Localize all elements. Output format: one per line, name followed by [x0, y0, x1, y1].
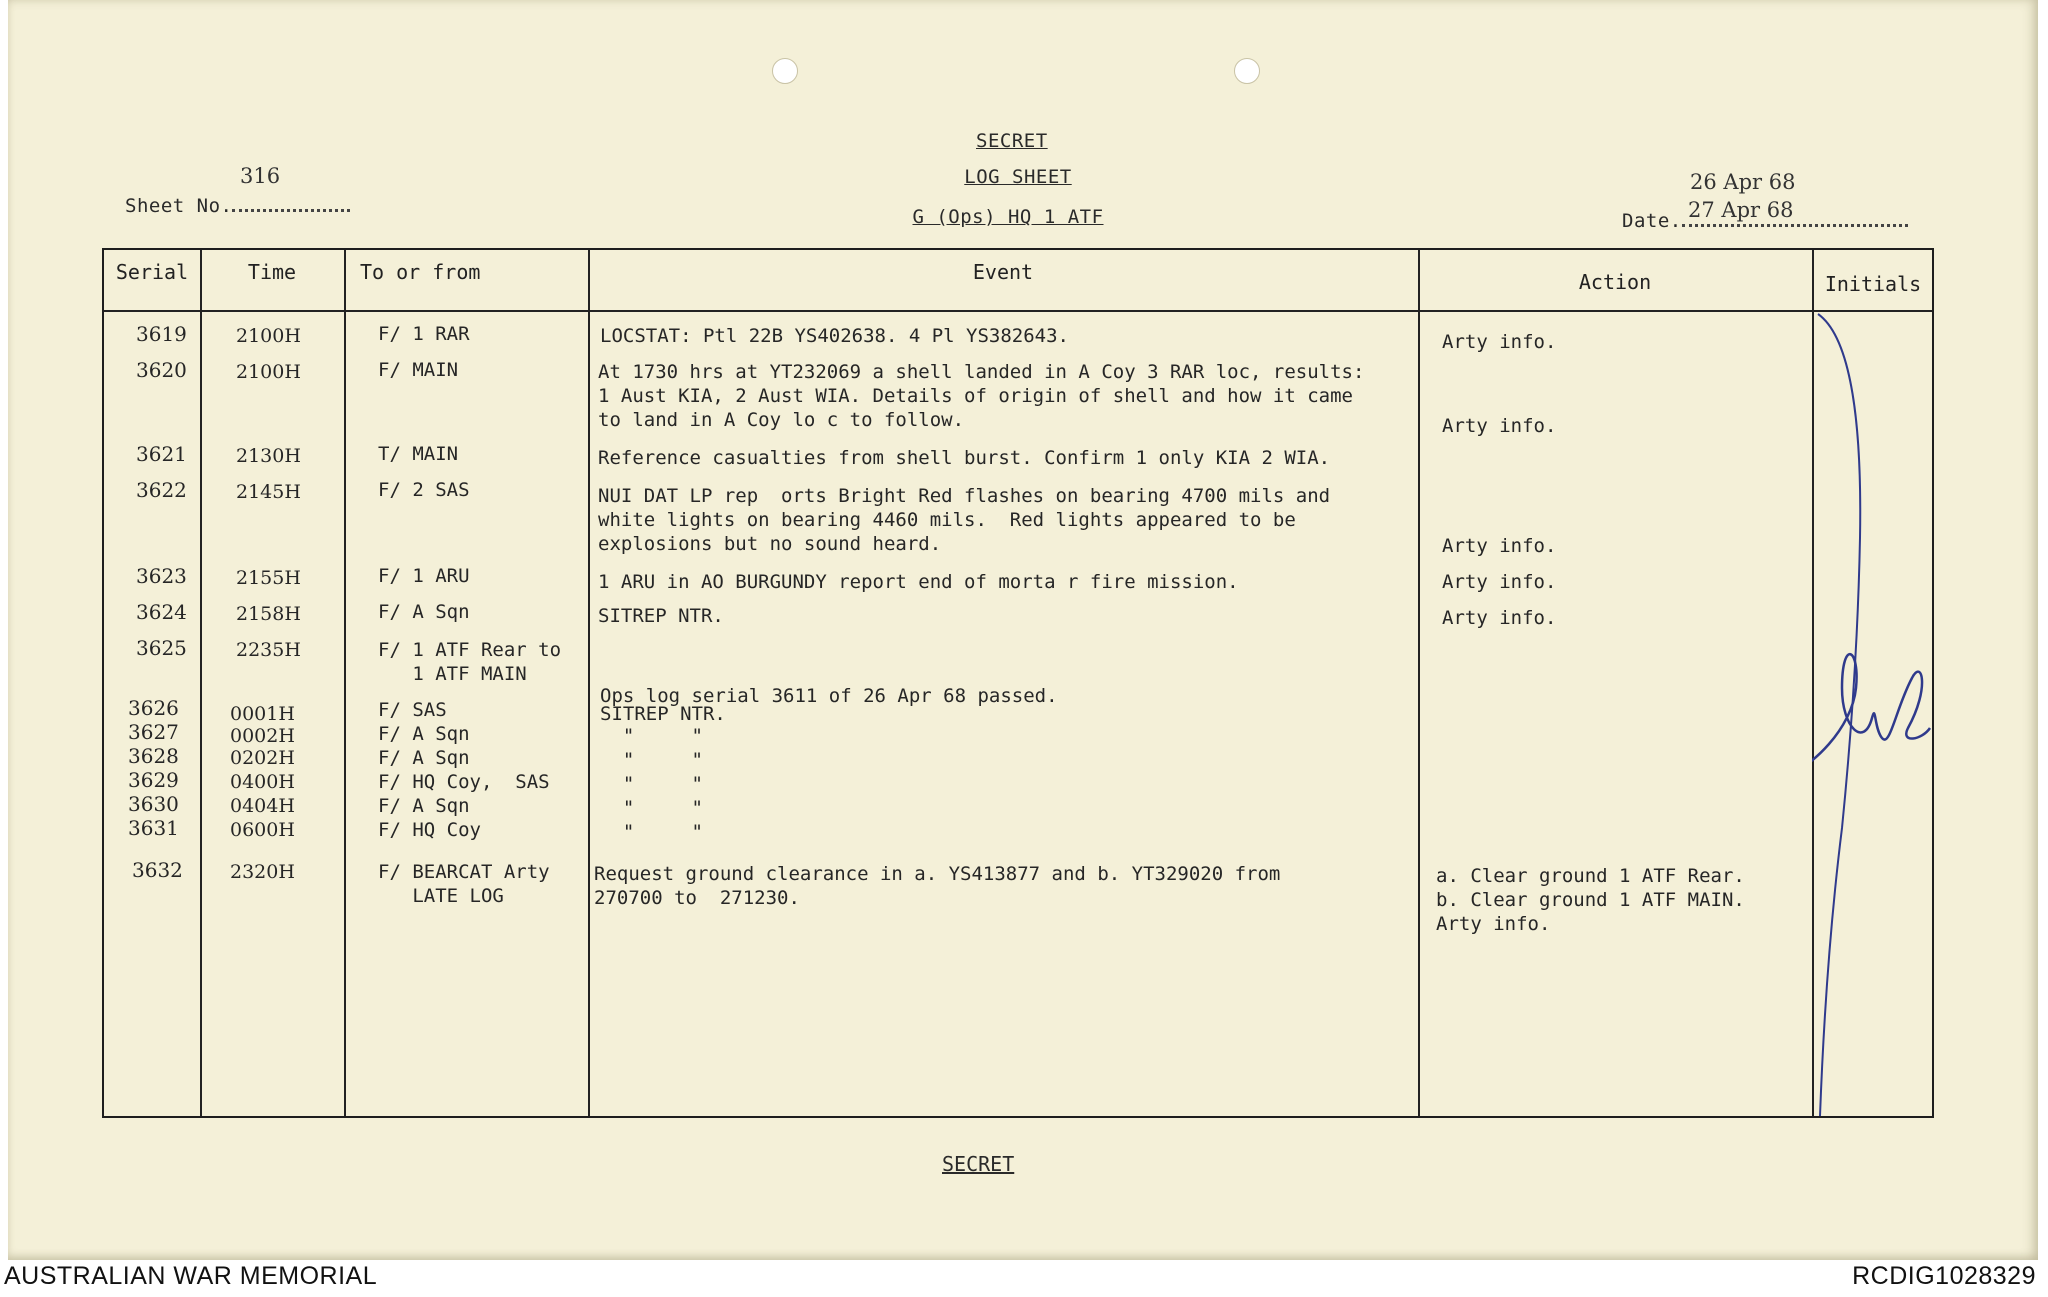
row-3619-action: Arty info.: [1442, 331, 1557, 353]
log-table: [102, 248, 1934, 1118]
row-3624-time: 2158H: [236, 603, 301, 625]
row-3621-event: Reference casualties from shell burst. Confirm 1 only KIA 2 WIA.: [598, 447, 1331, 469]
row-3621-to-from: T/ MAIN: [378, 443, 459, 465]
row-3627-serial: 3627: [128, 720, 179, 744]
row-3628-event: " ": [600, 749, 703, 771]
row-3626-to-from: F/ SAS: [378, 699, 447, 721]
row-3625-time: 2235H: [236, 639, 301, 661]
row-3624-event: SITREP NTR.: [598, 605, 724, 627]
header-divider: [104, 310, 1932, 312]
row-3625-to-from: F/ 1 ATF Rear to 1 ATF MAIN: [378, 639, 562, 685]
row-3624-action: Arty info.: [1442, 607, 1557, 629]
col-header-event: Event: [972, 260, 1034, 284]
row-3619-serial: 3619: [136, 322, 187, 346]
row-3630-time: 0404H: [230, 795, 295, 817]
date-to: 27 Apr 68: [1688, 198, 1794, 222]
col-header-initials: Initials: [1824, 272, 1922, 296]
col-divider-2: [344, 250, 346, 1116]
col-header-to-from: To or from: [360, 260, 481, 284]
sheet-number: 316: [240, 164, 281, 188]
row-3626-time: 0001H: [230, 703, 295, 725]
row-3619-to-from: F/ 1 RAR: [378, 323, 470, 345]
form-title: LOG SHEET: [964, 166, 1072, 188]
row-3619-time: 2100H: [236, 325, 301, 347]
row-3627-event: " ": [600, 725, 703, 747]
row-3619-event: LOCSTAT: Ptl 22B YS402638. 4 Pl YS382643.: [600, 325, 1069, 347]
punch-hole-right: [1234, 58, 1260, 84]
col-header-time: Time: [247, 260, 297, 284]
classification-bottom: SECRET: [942, 1152, 1015, 1176]
row-3622-to-from: F/ 2 SAS: [378, 479, 470, 501]
row-3622-time: 2145H: [236, 481, 301, 503]
row-3620-event: At 1730 hrs at YT232069 a shell landed in A Coy 3 RAR loc, results: 1 Aust KIA, 2 Aust WIA. Details of origin of shell and how it came to land in A Coy lo c to follow.: [598, 361, 1365, 431]
date-label: Date.: [1622, 210, 1682, 232]
date-dots: [1682, 210, 1908, 227]
row-3622-action: Arty info.: [1442, 535, 1557, 557]
row-3623-event: 1 ARU in AO BURGUNDY report end of morta r fire mission.: [598, 571, 1239, 593]
row-3624-serial: 3624: [136, 600, 187, 624]
row-3628-to-from: F/ A Sqn: [378, 747, 470, 769]
row-3630-to-from: F/ A Sqn: [378, 795, 470, 817]
punch-hole-left: [772, 58, 798, 84]
col-header-serial: Serial: [115, 260, 189, 284]
row-3629-serial: 3629: [128, 768, 179, 792]
sheet-label: Sheet No.: [125, 195, 233, 217]
row-3624-to-from: F/ A Sqn: [378, 601, 470, 623]
sheet-dots: [232, 195, 350, 212]
unit-title: G (Ops) HQ 1 ATF: [912, 206, 1104, 228]
row-3625-serial: 3625: [136, 636, 187, 660]
row-3631-event: " ": [600, 821, 703, 843]
initials-bracket-line: [1818, 314, 1860, 1116]
row-3620-serial: 3620: [136, 358, 187, 382]
row-3626-event: SITREP NTR.: [600, 703, 726, 725]
row-3632-time: 2320H: [230, 861, 295, 883]
archive-reference: RCDIG1028329: [1852, 1262, 2036, 1290]
col-divider-3: [588, 250, 590, 1116]
initials-signature: [1812, 308, 1936, 1118]
row-3623-time: 2155H: [236, 567, 301, 589]
row-3628-time: 0202H: [230, 747, 295, 769]
row-3632-to-from: F/ BEARCAT Arty LATE LOG: [378, 861, 550, 907]
row-3627-time: 0002H: [230, 725, 295, 747]
row-3632-serial: 3632: [132, 858, 183, 882]
col-divider-4: [1418, 250, 1420, 1116]
row-3620-time: 2100H: [236, 361, 301, 383]
row-3631-serial: 3631: [128, 816, 179, 840]
col-divider-1: [200, 250, 202, 1116]
row-3627-to-from: F/ A Sqn: [378, 723, 470, 745]
sheet-label-wrap: [125, 195, 350, 217]
row-3620-action: Arty info.: [1442, 415, 1557, 437]
row-3629-to-from: F/ HQ Coy, SAS: [378, 771, 550, 793]
date-label-wrap: [1622, 210, 1908, 232]
row-3631-time: 0600H: [230, 819, 295, 841]
row-3621-time: 2130H: [236, 445, 301, 467]
archive-name: AUSTRALIAN WAR MEMORIAL: [4, 1262, 378, 1290]
row-3620-to-from: F/ MAIN: [378, 359, 459, 381]
row-3623-to-from: F/ 1 ARU: [378, 565, 470, 587]
row-3629-time: 0400H: [230, 771, 295, 793]
row-3632-event: Request ground clearance in a. YS413877 and b. YT329020 from 270700 to 271230.: [594, 863, 1281, 909]
row-3629-event: " ": [600, 773, 703, 795]
date-from: 26 Apr 68: [1690, 170, 1796, 194]
row-3622-serial: 3622: [136, 478, 187, 502]
initials-signature-mark: [1812, 654, 1930, 778]
row-3630-serial: 3630: [128, 792, 179, 816]
row-3623-action: Arty info.: [1442, 571, 1557, 593]
log-sheet-page: [8, 0, 2038, 1260]
row-3630-event: " ": [600, 797, 703, 819]
row-3623-serial: 3623: [136, 564, 187, 588]
row-3631-to-from: F/ HQ Coy: [378, 819, 481, 841]
col-header-action: Action: [1578, 270, 1652, 294]
row-3626-serial: 3626: [128, 696, 179, 720]
row-3628-serial: 3628: [128, 744, 179, 768]
row-3632-action: a. Clear ground 1 ATF Rear. b. Clear ground 1 ATF MAIN. Arty info.: [1436, 865, 1745, 935]
row-3625-event: Ops log serial 3611 of 26 Apr 68 passed.: [600, 685, 1058, 707]
classification-top: SECRET: [976, 130, 1048, 152]
row-3621-serial: 3621: [136, 442, 187, 466]
row-3622-event: NUI DAT LP rep orts Bright Red flashes on bearing 4700 mils and white lights on bearing 4460 mils. Red lights appeared to be explosions but no sound heard.: [598, 485, 1331, 555]
